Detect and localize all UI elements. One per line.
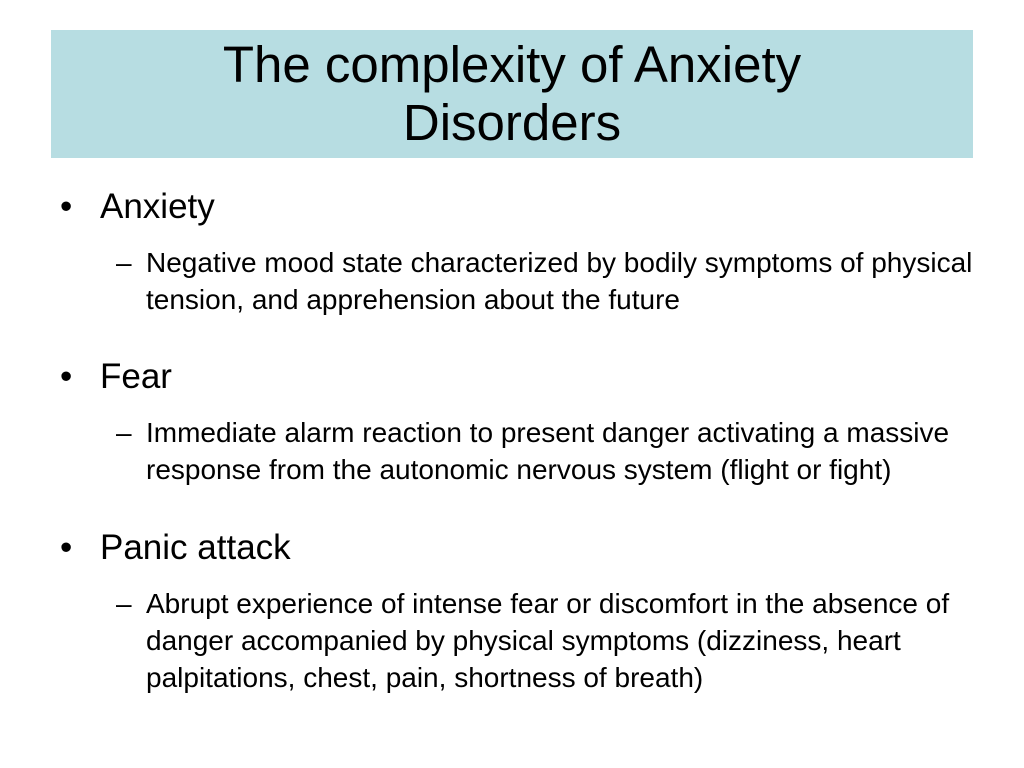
dash-marker: – xyxy=(116,417,132,448)
sub-item-anxiety-definition xyxy=(0,244,1024,318)
bullet-heading: Fear xyxy=(100,357,172,396)
bullet-marker: • xyxy=(60,528,73,567)
bullet-heading: Panic attack xyxy=(100,528,291,567)
dash-marker: – xyxy=(116,247,132,278)
slide-title: The complexity of Anxiety Disorders xyxy=(222,36,802,151)
bullet-heading: Anxiety xyxy=(100,187,215,226)
bullet-item-anxiety xyxy=(0,186,1024,228)
sub-item-text: Immediate alarm reaction to present danger activating a massive response from the autonomic nervous system (flight or fight) xyxy=(146,417,950,485)
sub-item-text: Abrupt experience of intense fear or discomfort in the absence of danger accompanied by physical symptoms (dizziness, heart palpitations, chest, pain, shortness of breath) xyxy=(146,588,950,693)
slide-title-banner xyxy=(51,30,973,158)
bullet-item-panic-attack xyxy=(0,527,1024,569)
bullet-marker: • xyxy=(60,187,73,226)
bullet-marker: • xyxy=(60,357,73,396)
sub-item-text: Negative mood state characterized by bodily symptoms of physical tension, and apprehension about the future xyxy=(146,247,973,315)
sub-item-fear-definition xyxy=(0,414,1024,488)
sub-item-panic-attack-definition xyxy=(0,585,1024,696)
bullet-item-fear xyxy=(0,356,1024,398)
dash-marker: – xyxy=(116,588,132,619)
